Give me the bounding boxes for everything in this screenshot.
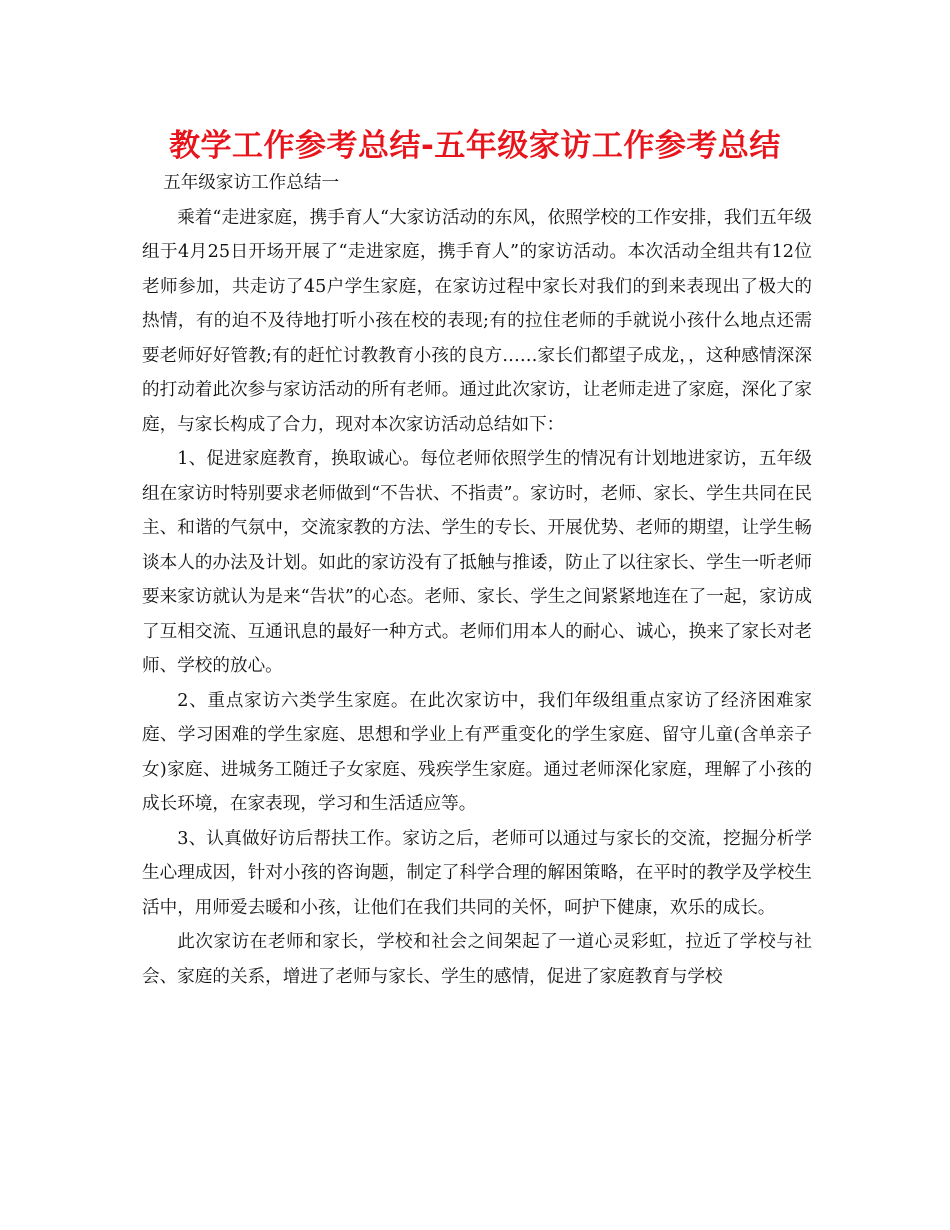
paragraph-conclusion: 此次家访在老师和家长，学校和社会之间架起了一道心灵彩虹，拉近了学校与社会、家庭的关系，增进了老师与家长、学生的感情，促进了家庭教育与学校 <box>142 932 812 987</box>
document-subtitle: 五年级家访工作总结一 <box>163 173 340 193</box>
paragraph-point-3: 3、认真做好访后帮扶工作。家访之后，老师可以通过与家长的交流，挖掘分析学生心理成因，针对小孩的咨询题，制定了科学合理的解困策略，在平时的教学及学校生活中，用师爱去暖和小孩，让他们在我们共同的关怀，呵护下健康，欢乐的成长。 <box>142 828 812 918</box>
paragraph-intro: 乘着“走进家庭，携手育人“大家访活动的东风，依照学校的工作安排，我们五年级组于4月25日开场开展了“走进家庭，携手育人”的家访活动。本次活动全组共有12位老师参加，共走访了45户学生家庭，在家访过程中家长对我们的到来表现出了极大的热情，有的迫不及待地打听小孩在校的表现;有的拉住老师的手就说小孩什么地点还需要老师好好管教;有的赶忙讨教教育小孩的良方……家长们都望子成龙，，这种感情深深的打动着此次参与家访活动的所有老师。通过此次家访，让老师走进了家庭，深化了家庭，与家长构成了合力，现对本次家访活动总结如下： <box>142 207 812 435</box>
paragraph-point-2: 2、重点家访六类学生家庭。在此次家访中，我们年级组重点家访了经济困难家庭、学习困难的学生家庭、思想和学业上有严重变化的学生家庭、留守儿童(含单亲子女)家庭、进城务工随迁子女家庭、残疾学生家庭。通过老师深化家庭，理解了小孩的成长环境，在家表现，学习和生活适应等。 <box>142 690 812 814</box>
paragraph-point-1: 1、促进家庭教育，换取诚心。每位老师依照学生的情况有计划地进家访，五年级组在家访时特别要求老师做到“不告状、不指责”。家访时，老师、家长、学生共同在民主、和谐的气氛中，交流家教的方法、学生的专长、开展优势、老师的期望，让学生畅谈本人的办法及计划。如此的家访没有了抵触与推诿，防止了以往家长、学生一听老师要来家访就认为是来“告状”的心态。老师、家长、学生之间紧紧地连在了一起，家访成了互相交流、互通讯息的最好一种方式。老师们用本人的耐心、诚心，换来了家长对老师、学校的放心。 <box>142 449 812 676</box>
document-title: 教学工作参考总结-五年级家访工作参考总结 <box>169 128 781 164</box>
document-body <box>142 166 812 994</box>
